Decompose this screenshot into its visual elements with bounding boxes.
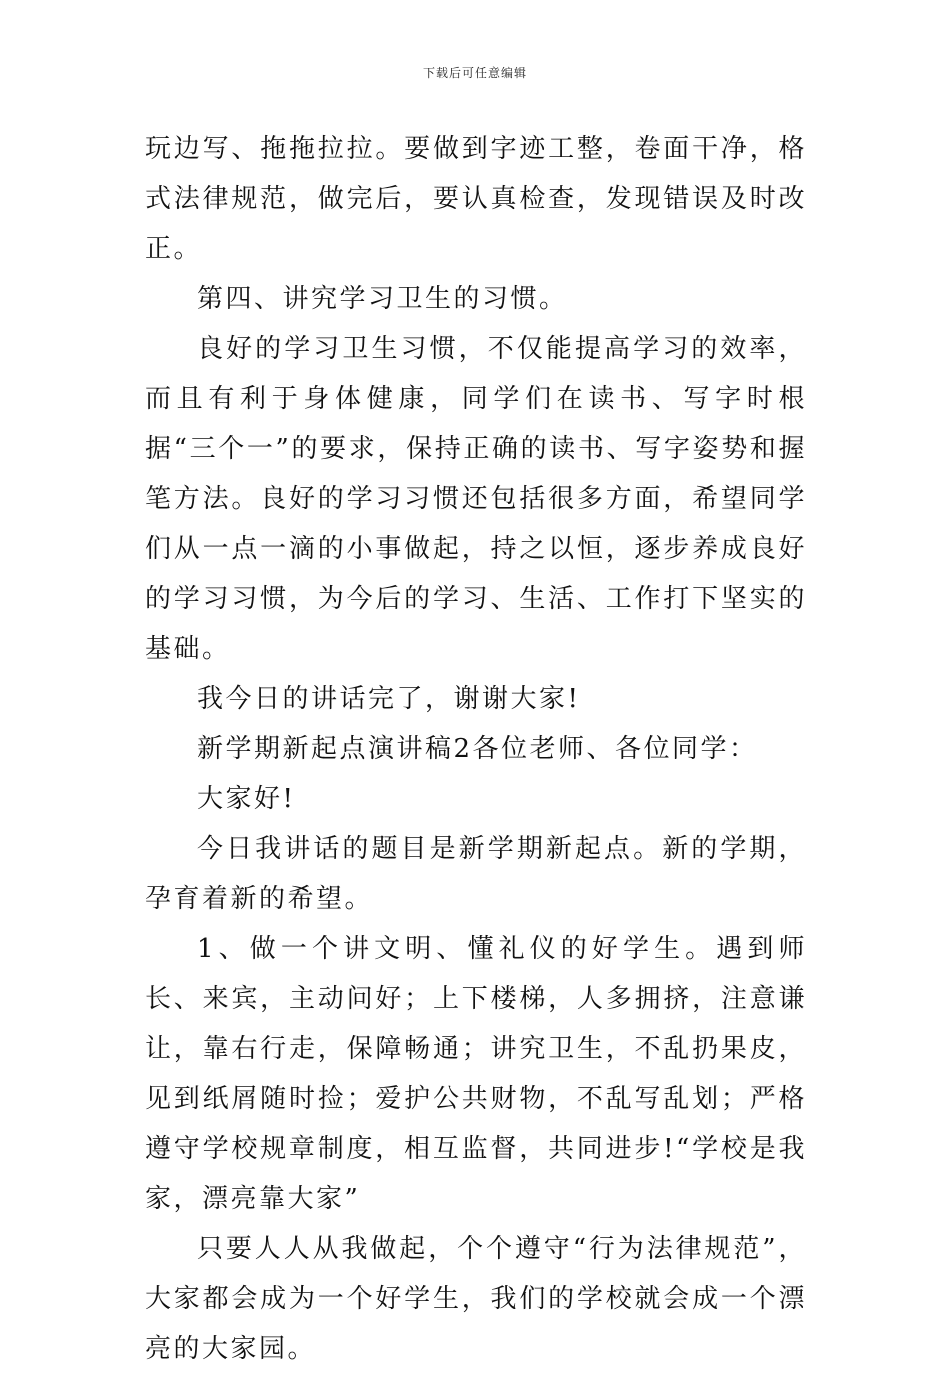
- paragraph-hygiene-habits: 良好的学习卫生习惯，不仅能提高学习的效率，而且有利于身体健康，同学们在读书、写字时根据“三个一”的要求，保持正确的读书、写字姿势和握笔方法。良好的学习习惯还包括很多方面，希望同学们从一点一滴的小事做起，持之以恒，逐步养成良好的学习习惯，为今后的学习、生活、工作打下坚实的基础。: [145, 334, 807, 664]
- paragraph-point-1: 1、做一个讲文明、懂礼仪的好学生。遇到师长、来宾，主动问好；上下楼梯，人多拥挤，注意谦让，靠右行走，保障畅通；讲究卫生，不乱扔果皮，见到纸屑随时捡；爱护公共财物，不乱写乱划；严格遵守学校规章制度，相互监督，共同进步!“学校是我家，漂亮靠大家”: [145, 934, 807, 1214]
- paragraph-section-heading: 第四、讲究学习卫生的习惯。: [197, 284, 568, 314]
- document-body: [145, 124, 807, 1374]
- paragraph-continuation: 玩边写、拖拖拉拉。要做到字迹工整，卷面干净，格式法律规范，做完后，要认真检查，发现错误及时改正。: [145, 134, 807, 264]
- paragraph-greeting: 大家好!: [197, 784, 296, 814]
- page-header-note: 下载后可任意编辑: [422, 66, 527, 80]
- paragraph-closing-thanks: 我今日的讲话完了，谢谢大家!: [197, 684, 581, 714]
- paragraph-topic: 今日我讲话的题目是新学期新起点。新的学期，孕育着新的希望。: [145, 834, 807, 914]
- paragraph-conclusion: 只要人人从我做起，个个遵守“行为法律规范”，大家都会成为一个好学生，我们的学校就会成一个漂亮的大家园。: [145, 1234, 807, 1364]
- paragraph-speech-2-title: 新学期新起点演讲稿2各位老师、各位同学：: [197, 734, 758, 764]
